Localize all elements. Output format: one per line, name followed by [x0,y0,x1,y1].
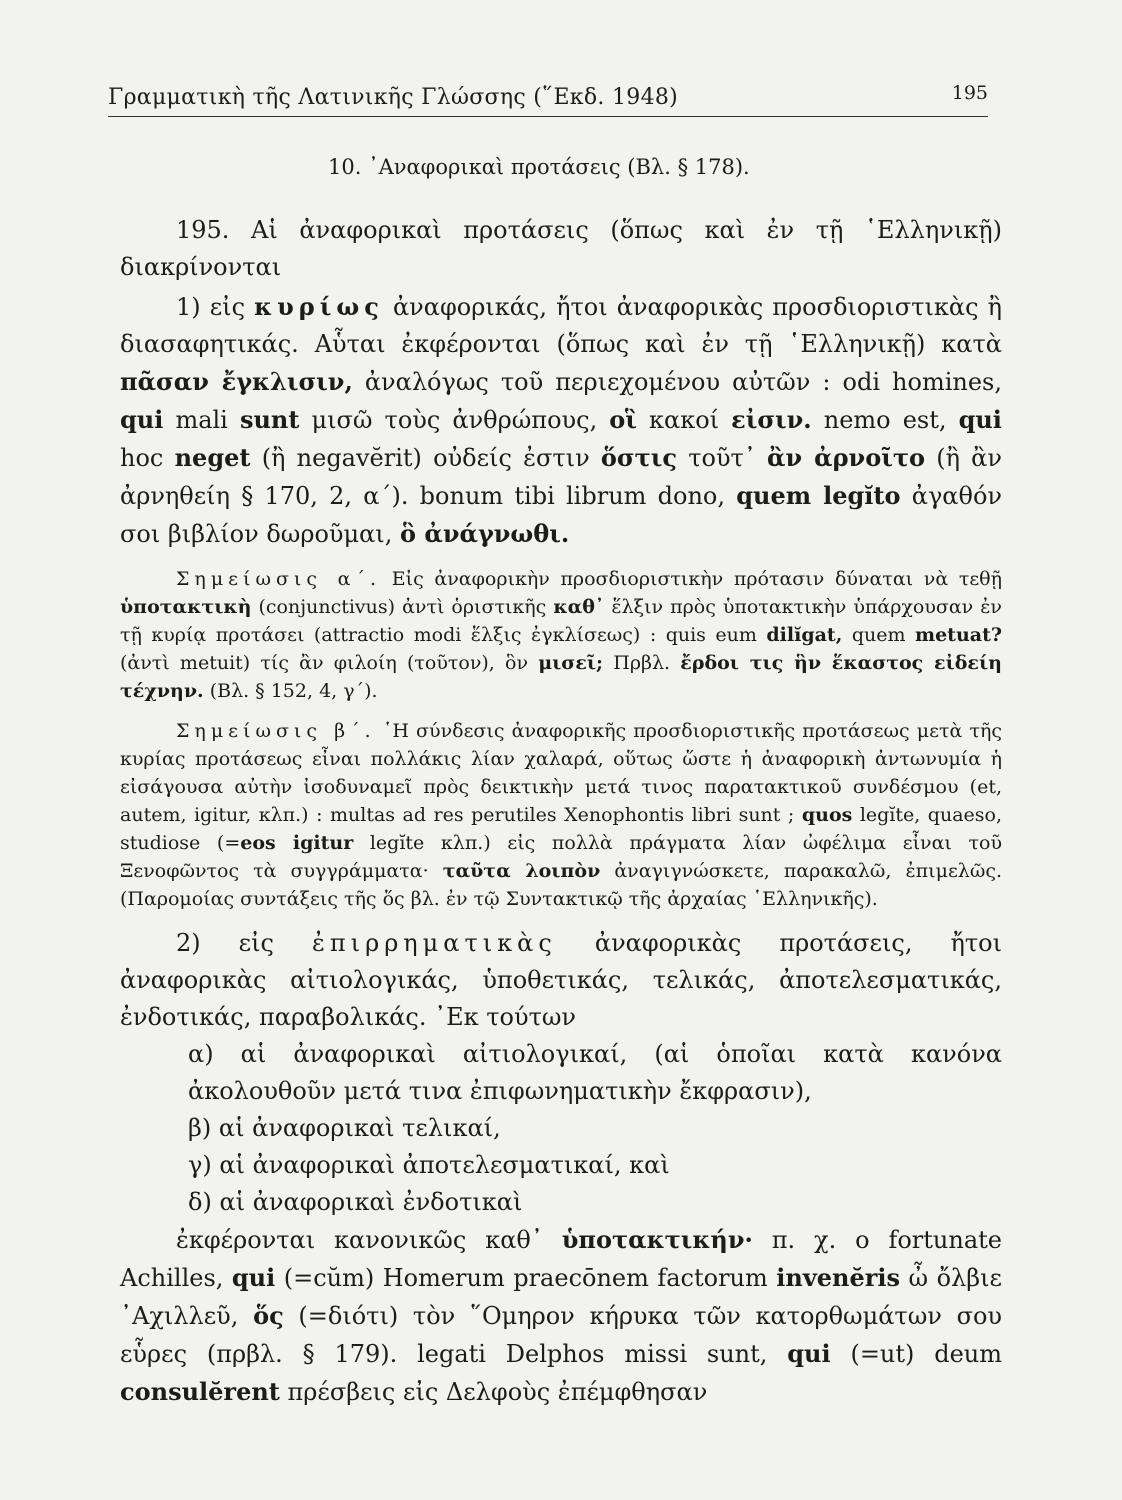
sublist-item-b: β) αἱ ἀναφορικαὶ τελικαί, [188,1114,501,1142]
note-b [120,717,1002,913]
sublist-item-a: α) αἱ ἀναφορικαὶ αἰτιολογικαί, (αἱ ὁποῖαι κατὰ κανόνα ἀκολουθοῦν μετά τινα ἐπιφωνηματικὴν ἔκφρασιν), [188,1040,1002,1105]
note-b-text: legĭte, quaeso, studiose (= [120,804,1003,854]
bold-term: ταῦτα λοιπὸν [442,860,601,882]
item-1-lead: 1) εἰς [176,293,246,321]
note-a-text: ἕλξιν πρὸς ὑποτακτικὴν ὑπάρχουσαν ἐν τῇ κυρίᾳ προτάσει (attractio modi ἕλξις ἐγκλίσεως) : quis eum [120,596,1002,646]
item-1-text: ἀναλόγως τοῦ περιεχομένου αὐτῶν : odi homines, [364,368,1002,396]
final-text: (=cŭm) Homerum praecōnem factorum [283,1264,768,1292]
bold-term: ὃ ἀνάγνωθι. [399,519,570,548]
item-1-text: μισῶ τοὺς ἀνθρώπους, [311,406,598,434]
item-1-text: τοῦτ᾿ [688,444,756,472]
final-text: πρέσβεις εἰς Δελφοὺς ἐπέμφθησαν [287,1378,708,1406]
bold-term: quos [801,804,853,826]
final-text: ὦ ὄλβιε ᾿Αχιλλεῦ, [120,1264,1002,1330]
bold-term: οἳ [609,405,637,434]
bold-term: quem legĭto [736,481,901,510]
page-number: 195 [951,82,988,104]
item-2-spaced-term: ἐπιρρηματικὰς [312,929,557,957]
note-b-label: Σημείωσις β΄. [176,720,376,742]
item-1-text: nemo est, [823,406,947,434]
item-1-text: κακοί [648,406,720,434]
page-body [120,212,1002,1411]
bold-term: καθ᾿ [553,596,605,618]
item-1-text: (ἢ negavĕrit) οὐδείς ἐστιν [261,444,590,472]
sublist-item-d: δ) αἱ ἀναφορικαὶ ἐνδοτικαὶ [188,1188,523,1216]
note-a-label: Σημείωσις α΄. [176,568,382,590]
bold-term: μισεῖ; [538,652,604,674]
final-paragraph [120,1221,1002,1411]
item-1-spaced-term: κυρίως [254,292,384,321]
bold-term: qui [120,405,164,434]
bold-term: qui [958,405,1002,434]
item-1-paragraph [120,288,1002,553]
sublist-item-c: γ) αἱ ἀναφορικαὶ ἀποτελεσματικαί, καὶ [188,1151,670,1179]
bold-term: ἂν ἀρνοῖτο [767,443,925,472]
paragraph-195-text: Αἱ ἀναφορικαὶ προτάσεις (ὅπως καὶ ἐν τῇ ῾Ελληνικῇ) διακρίνονται [120,216,1002,281]
note-a-text: (ἀντὶ metuit) τίς ἂν φιλοίη (τοῦτον), ὃν [120,652,529,674]
bold-term: ὅς [253,1301,284,1330]
item-2-lead: 2) εἰς [176,929,274,957]
final-text: (=διότι) τὸν ῞Ομηρον κήρυκα τῶν κατορθωμάτων σου εὗρες (πρβλ. § 179). legati Delphos missi sunt, [120,1302,1002,1368]
item-1-text: hoc [120,444,164,472]
bold-term: qui [787,1339,831,1368]
note-a-text: (conjunctivus) ἀντὶ ὁριστικῆς [258,596,547,618]
final-text: (=ut) deum [850,1340,1003,1368]
bold-term: dilĭgat, [766,624,843,646]
bold-term: sunt [239,405,300,434]
bold-term: metuat? [914,624,1002,646]
note-b-text: ἀναγιγνώσκετε, παρακαλῶ, ἐπιμελῶς. (Παρομοίας συντάξεις τῆς ὅς βλ. ἐν τῷ Συντακτικῷ τῆς ἀρχαίας ῾Ελληνικῆς). [120,860,1003,910]
note-a [120,565,1002,705]
bold-term: πᾶσαν ἔγκλισιν, [120,367,353,396]
bold-term: ὑποτακτικὴ [120,596,252,618]
note-a-text: Πρβλ. [613,652,671,674]
item-1-text: ἀναφορικάς, ἤτοι ἀναφορικὰς προσδιοριστικὰς ἢ διασαφητικάς. Αὗται ἐκφέρονται (ὅπως καὶ ἐν τῇ ῾Ελληνικῇ) κατὰ [120,293,1002,358]
note-b-text: legĭte κλπ.) εἰς πολλὰ πράγματα λίαν ὠφέλιμα εἶναι τοῦ Ξενοφῶντος τὰ συγγράμματα· [120,832,1002,882]
paragraph-195 [120,212,1002,286]
note-a-text: quem [851,624,906,646]
bold-term: εἰσιν. [731,405,812,434]
note-a-text: Εἰς ἀναφορικὴν προσδιοριστικὴν πρότασιν δύναται νὰ τεθῇ [391,568,1003,590]
item-2-text: ἀναφορικὰς προτάσεις, ἤτοι ἀναφορικὰς αἰτιολογικάς, ὑποθετικάς, τελικάς, ἀποτελεσματικάς, ἐνδοτικάς, παραβολικάς. ᾿Εκ τούτων [120,929,1003,1031]
bold-term: ὑποτακτικήν· [561,1225,753,1254]
bold-term: ἔρδοι τις ἣν ἕκαστος εἰδείη τέχνην. [120,652,1002,702]
final-text: π. χ. o fortunate Achilles, [120,1226,1002,1292]
bold-term: eos igitur [240,832,354,854]
item-1-text: ἀγαθόν σοι βιβλίον δωροῦμαι, [120,482,1002,548]
bold-term: qui [231,1263,276,1292]
bold-term: ὅστις [600,443,677,472]
item-1-text: mali [175,406,228,434]
bold-term: consulĕrent [120,1377,280,1406]
bold-term: neget [174,443,251,472]
final-text: ἐκφέρονται κανονικῶς καθ᾿ [176,1226,543,1254]
item-2-paragraph [120,925,1002,1036]
bold-term: invenĕris [776,1263,901,1292]
note-b-text: ῾Η σύνδεσις ἀναφορικῆς προσδιοριστικῆς προτάσεως μετὰ τῆς κυρίας προτάσεως εἶναι πολλάκις λίαν χαλαρά, οὕτως ὥστε ἡ ἀναφορικὴ ἀντωνυμία ἡ εἰσάγουσα αὐτὴν ἰσοδυναμεῖ πρὸς δεικτικὴν μετά τινος παρατακτικοῦ συνδέσμου (et, autem, igitur, κλπ.) : multas ad res perutiles Xenophontis libri sunt ; [120,720,1002,826]
paragraph-number: 195. [176,216,230,244]
section-heading: 10. ᾿Αναφορικαὶ προτάσεις (Βλ. § 178). [328,155,750,179]
running-title: Γραμματικὴ τῆς Λατινικῆς Γλώσσης (῞Εκδ. 1948) [108,85,679,110]
note-a-text: (Βλ. § 152, 4, γ΄). [209,680,378,702]
running-header [108,72,988,117]
item-1-text: (ἢ ἂν ἀρνηθείη § 170, 2, α΄). bonum tibi librum dono, [120,444,1002,510]
